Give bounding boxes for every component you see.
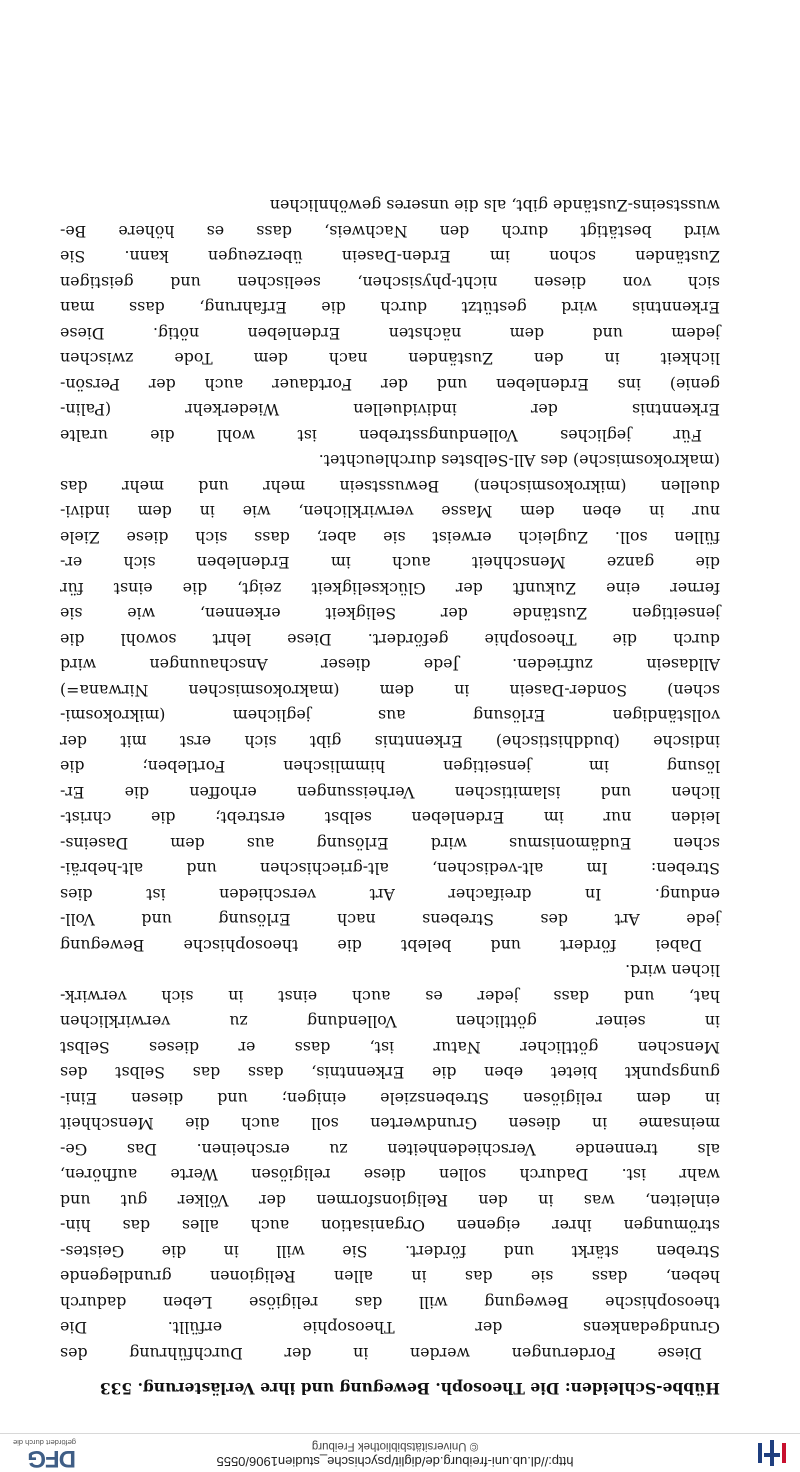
text-line: Menschen göttlicher Natur ist, dass er dieses Selbst bbox=[60, 1038, 720, 1057]
text-line: endung. In dreifacher Art verschieden ist dies bbox=[60, 885, 720, 904]
text-line: in dem religiösen Strebensziele einigen; und diesen Eini- bbox=[60, 1089, 720, 1108]
text-line: Grundgedankens der Theosophie erfüllt. Die bbox=[60, 1318, 720, 1338]
text-line: durch die Theosophie gefördert. Diese lehrt sowohl die bbox=[60, 630, 720, 649]
text-line: Alldasein zufrieden. Jede dieser Anschauungen wird bbox=[60, 655, 720, 675]
text-line: Zuständen schon im Erden-Dasein überzeugen kann. Sie bbox=[60, 247, 720, 267]
text-line: sich von diesen nicht-physischen, seelischen und geistigen bbox=[60, 273, 720, 292]
text-line: ferner eine Zukunft der Glückseligkeit zeigt, die einst für bbox=[60, 579, 720, 598]
header-text bbox=[200, 1438, 590, 1469]
text-line: Streben stärkt und fördert. Sie will in die Geistes- bbox=[60, 1242, 720, 1261]
text-line: Erkenntnis wird gestützt durch die Erfahrung, dass man bbox=[60, 298, 720, 318]
text-line: Für jegliches Vollendungsstreben ist wohl die uralte bbox=[60, 426, 702, 445]
text-line: die ganze Menschheit auch im Erdenleben sich er- bbox=[60, 553, 720, 573]
text-line: wahr ist. Dadurch sollen diese religiösen Werte aufhören, bbox=[60, 1165, 720, 1185]
running-head: Hübbe-Schleiden: Die Theosoph. Bewegung und ihre Verläst​erung. 533 bbox=[99, 1379, 720, 1398]
text-line: wird bestätigt durch den Nachweis, dass es höhere Be- bbox=[60, 222, 720, 241]
text-line: lichkeit in den Zuständen nach dem Tode zwischen bbox=[60, 349, 720, 369]
text-line: indische (buddhistische) Erkenntnis gibt sich erst mit der bbox=[60, 732, 720, 751]
text-line: einleiten, was in den Religionsformen der Völker gut und bbox=[60, 1191, 720, 1210]
dfg-logo-word: DFG bbox=[28, 1445, 76, 1472]
text-line: Diese Forderungen werden in der Durchführung des bbox=[60, 1344, 702, 1363]
text-line: wusstseins-Zustände gibt, als die unseres gewöhnlichen bbox=[269, 196, 720, 216]
source-url[interactable]: http://dl.ub.uni-freiburg.de/diglit/psychische_studien1906/0555 bbox=[216, 1454, 574, 1469]
page-text bbox=[60, 193, 720, 1400]
text-lines bbox=[60, 193, 720, 1366]
text-line: theosophische Bewegung will das religiöse Leben dadurch bbox=[60, 1293, 720, 1312]
viewer-header bbox=[0, 1433, 800, 1472]
text-line: meinsame in diesen Grundwerten soll auch die Menschheit bbox=[60, 1114, 720, 1134]
text-line: lösung im jenseitigen himmlischen Fortleben; die bbox=[60, 757, 720, 777]
text-line: (makrokosmische) des All-Selbstes durchleuchtet. bbox=[318, 451, 720, 471]
text-line: duellen (mikrokosmischen) Bewusstsein mehr und mehr das bbox=[60, 477, 720, 496]
text-line: als trennende Verschiedenheiten zu erscheinen. Das Ge- bbox=[60, 1140, 720, 1159]
copyright-notice: © Universitätsbibliothek Freiburg bbox=[311, 1440, 479, 1452]
text-line: füllen soll. Zugleich erweist sie aber, dass sich diese Ziele bbox=[60, 528, 720, 547]
text-line: hat, und dass jeder es auch einst in sich verwirk- bbox=[60, 987, 720, 1006]
text-line: leiden nur im Erdenleben selbst erstrebt; die christ- bbox=[60, 808, 720, 828]
text-line: nur in eben dem Masse verwirklichen, wie in dem indivi- bbox=[60, 502, 720, 522]
text-line: jede Art des Strebens nach Erlösung und Voll- bbox=[60, 910, 720, 930]
text-line: in seiner göttlichen Vollendung zu verwirklichen bbox=[60, 1012, 720, 1032]
text-line: jenseitigen Zustände der Seligkeit erkennen, wie sie bbox=[60, 604, 720, 624]
text-line: heben, dass sie das in allen Religionen grundlegende bbox=[60, 1267, 720, 1287]
text-line: gungspunkt bietet eben die Erkenntnis, dass das Selbst des bbox=[60, 1063, 720, 1083]
text-line: jedem und dem nächsten Erdenleben nötig. Diese bbox=[60, 324, 720, 343]
text-line: Streben: Im alt-vedischen, alt-griechischen und alt-hebräi- bbox=[60, 859, 720, 879]
text-line: genie) ins Erdenleben und der Fortdauer auch der Persön- bbox=[60, 375, 720, 394]
text-line: schen) Sonder-Dasein in dem (makrokosmischen Nirwana=) bbox=[60, 681, 720, 700]
text-line: vollständigen Erlösung aus jeglichem (mikrokosmi- bbox=[60, 706, 720, 726]
dfg-logo bbox=[8, 1437, 76, 1472]
text-line: lichen wird. bbox=[625, 961, 720, 981]
text-line: schen Eudämonismus wird Erlösung aus dem Daseins- bbox=[60, 834, 720, 853]
text-line: Dabei fördert und belebt die theosophische Bewegung bbox=[60, 936, 702, 955]
dfg-logo-subtitle: gefördert durch die bbox=[13, 1438, 76, 1447]
text-line: lichen und islamitischen Verheissungen erhoffen die Er- bbox=[60, 783, 720, 802]
text-line: Erkenntnis der individuellen Wiederkehr (Palin- bbox=[60, 400, 720, 420]
ub-freiburg-logo-icon bbox=[754, 1440, 790, 1466]
text-line: strömungen ihrer eigenen Organisation auch alles das hin- bbox=[60, 1216, 720, 1236]
